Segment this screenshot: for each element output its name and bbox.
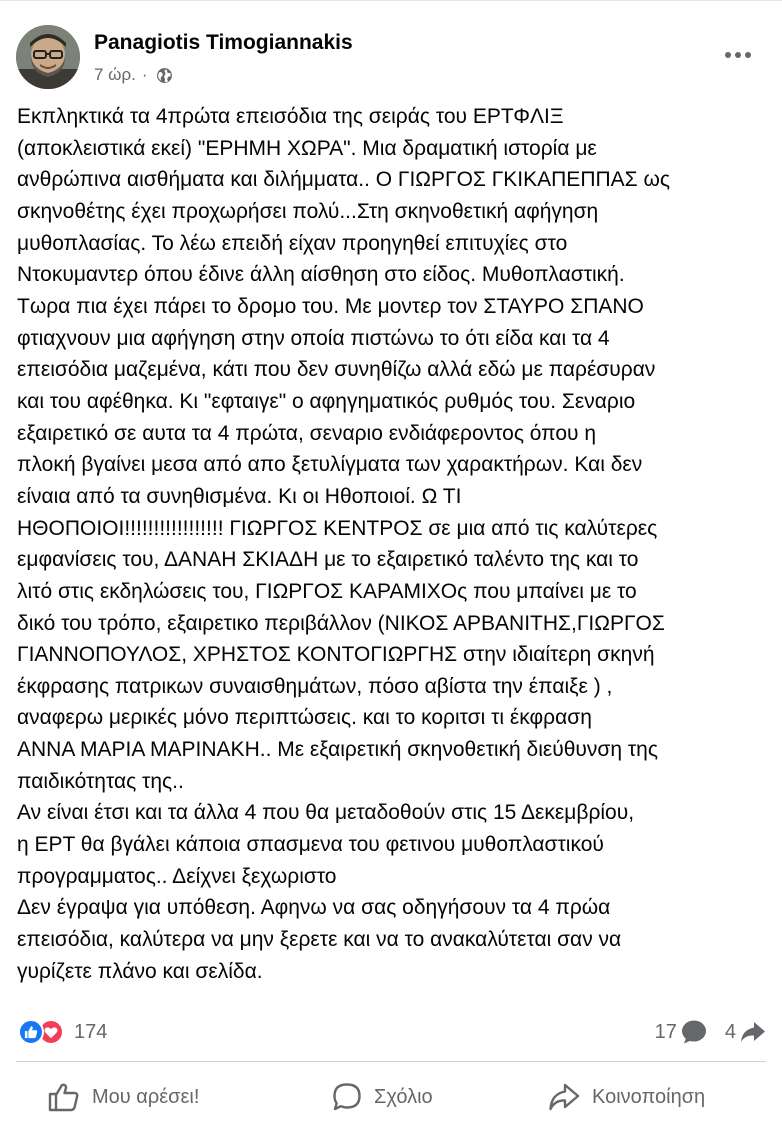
divider (16, 1061, 766, 1062)
avatar-photo (16, 25, 80, 89)
action-bar (0, 1069, 782, 1125)
avatar[interactable] (16, 25, 80, 89)
reactions-count: 174 (74, 1020, 108, 1043)
comments-count[interactable]: 17 (654, 1020, 677, 1043)
post-text: Εκπληκτικά τα 4πρώτα επεισόδια της σειράς του ΕΡΤΦΛΙΞ (αποκλειστικά εκεί) "ΕΡΗΜΗ ΧΩΡΑ". Μια δραματική ιστορία με ανθρώπινα αισθήματα και διλήμματα.. Ο ΓΙΩΡΓΟΣ ΓΚΙΚΑΠΕΠΠΑΣ ως σκηνοθέτης έχει προχωρήσει πολύ...Στη σκηνοθετική αφήγηση μυθοπλασίας. Το λέω επειδή είχαν προηγηθεί επιτυχίες στο Ντοκυμαντερ όπου έδινε άλλη αίσθηση στο είδος. Μυθοπλαστική. Τωρα πια έχει πάρει το δρομο του. Με μοντερ τον ΣΤΑΥΡΟ ΣΠΑΝΟ φτιαχνουν μια αφήγηση στην οποία πιστώνω το ότι είδα και τα 4 επεισόδια μαζεμένα, κάτι που δεν συνηθίζω αλλά εδώ με παρέσυραν και του αφέθηκα. Κι "εφταιγε" ο αφηγηματικός ρυθμός του. Σεναριο εξαιρετικό σε αυτα τα 4 πρώτα, σεναριο ενδιάφεροντος όπου η πλοκή βγαίνει μεσα από απο ξετυλίγματα των χαρακτήρων. Και δεν είναια από τα συνηθισμένα. Κι οι Ηθοποιοί. Ω ΤΙ ΗΘΟΠΟΙΟΙ!!!!!!!!!!!!!!!!! ΓΙΩΡΓΟΣ ΚΕΝΤΡΟΣ σε μια από τις καλύτερες εμφανίσεις του, ΔΑΝΑΗ ΣΚΙΑΔΗ με το εξαιρετικό ταλέντο της και το λιτό στις εκδηλώσεις του, ΓΙΩΡΓΟΣ ΚΑΡΑΜΙΧΟς που μπαίνει με το δικό του τρόπο, εξαιρετικο περιβάλλον (ΝΙΚΟΣ ΑΡΒΑΝΙΤΗΣ,ΓΙΩΡΓΟΣ ΓΙΑΝΝΟΠΟΥΛΟΣ, ΧΡΗΣΤΟΣ ΚΟΝΤΟΓΙΩΡΓΗΣ στην ιδιαίτερη σκηνή έκφρασης πατρικων συναισθημάτων, πόσο αβίστα την έπαιξε ) , αναφερω μερικές μόνο περιπτώσεις. και το κοριτσι τι έκφραση ΑΝΝΑ ΜΑΡΙΑ ΜΑΡΙΝΑΚΗ.. Με εξαιρετική σκηνοθετική διεύθυνση της παιδικότητας της.. Αν είναι έτσι και τα άλλα 4 που θα μεταδοθούν στις 15 Δεκεμβρίου, η ΕΡΤ θα βγάλει κάποια σπασμενα του φετινου μυθοπλαστικού προγραμματος.. Δείχνει ξεχωριστο Δεν έγραψα για υπόθεση. Αφηνω να σας οδηγήσουν τα 4 πρώα επεισόδια, καλύτερα να μην ξερετε και να το ανακαλύτεται σαν να γυρίζετε πλάνο και σελίδα. (17, 105, 670, 983)
comment-bubble-icon (681, 1020, 707, 1044)
globe-icon[interactable] (156, 67, 173, 84)
like-button[interactable] (48, 1069, 199, 1125)
share-arrow-icon (740, 1021, 766, 1043)
post-time[interactable]: 7 ώρ. (94, 65, 136, 84)
like-reaction-icon (18, 1019, 44, 1045)
thumbs-up-icon (48, 1082, 80, 1112)
meta-separator: · (141, 65, 148, 84)
post-meta (94, 65, 173, 85)
engagement-counts (655, 1017, 766, 1047)
comment-icon (332, 1082, 362, 1112)
author-name[interactable]: Panagiotis Timogiannakis (94, 31, 353, 54)
comment-button[interactable] (332, 1069, 433, 1125)
share-icon (548, 1082, 580, 1112)
like-label: Μου αρέσει! (92, 1085, 200, 1108)
share-label: Κοινοποίηση (592, 1085, 706, 1108)
share-button[interactable] (548, 1069, 705, 1125)
more-options-icon[interactable] (722, 45, 754, 65)
reactions-summary[interactable] (18, 1017, 107, 1047)
shares-count[interactable]: 4 (724, 1020, 736, 1043)
comment-label: Σχόλιο (374, 1085, 433, 1108)
